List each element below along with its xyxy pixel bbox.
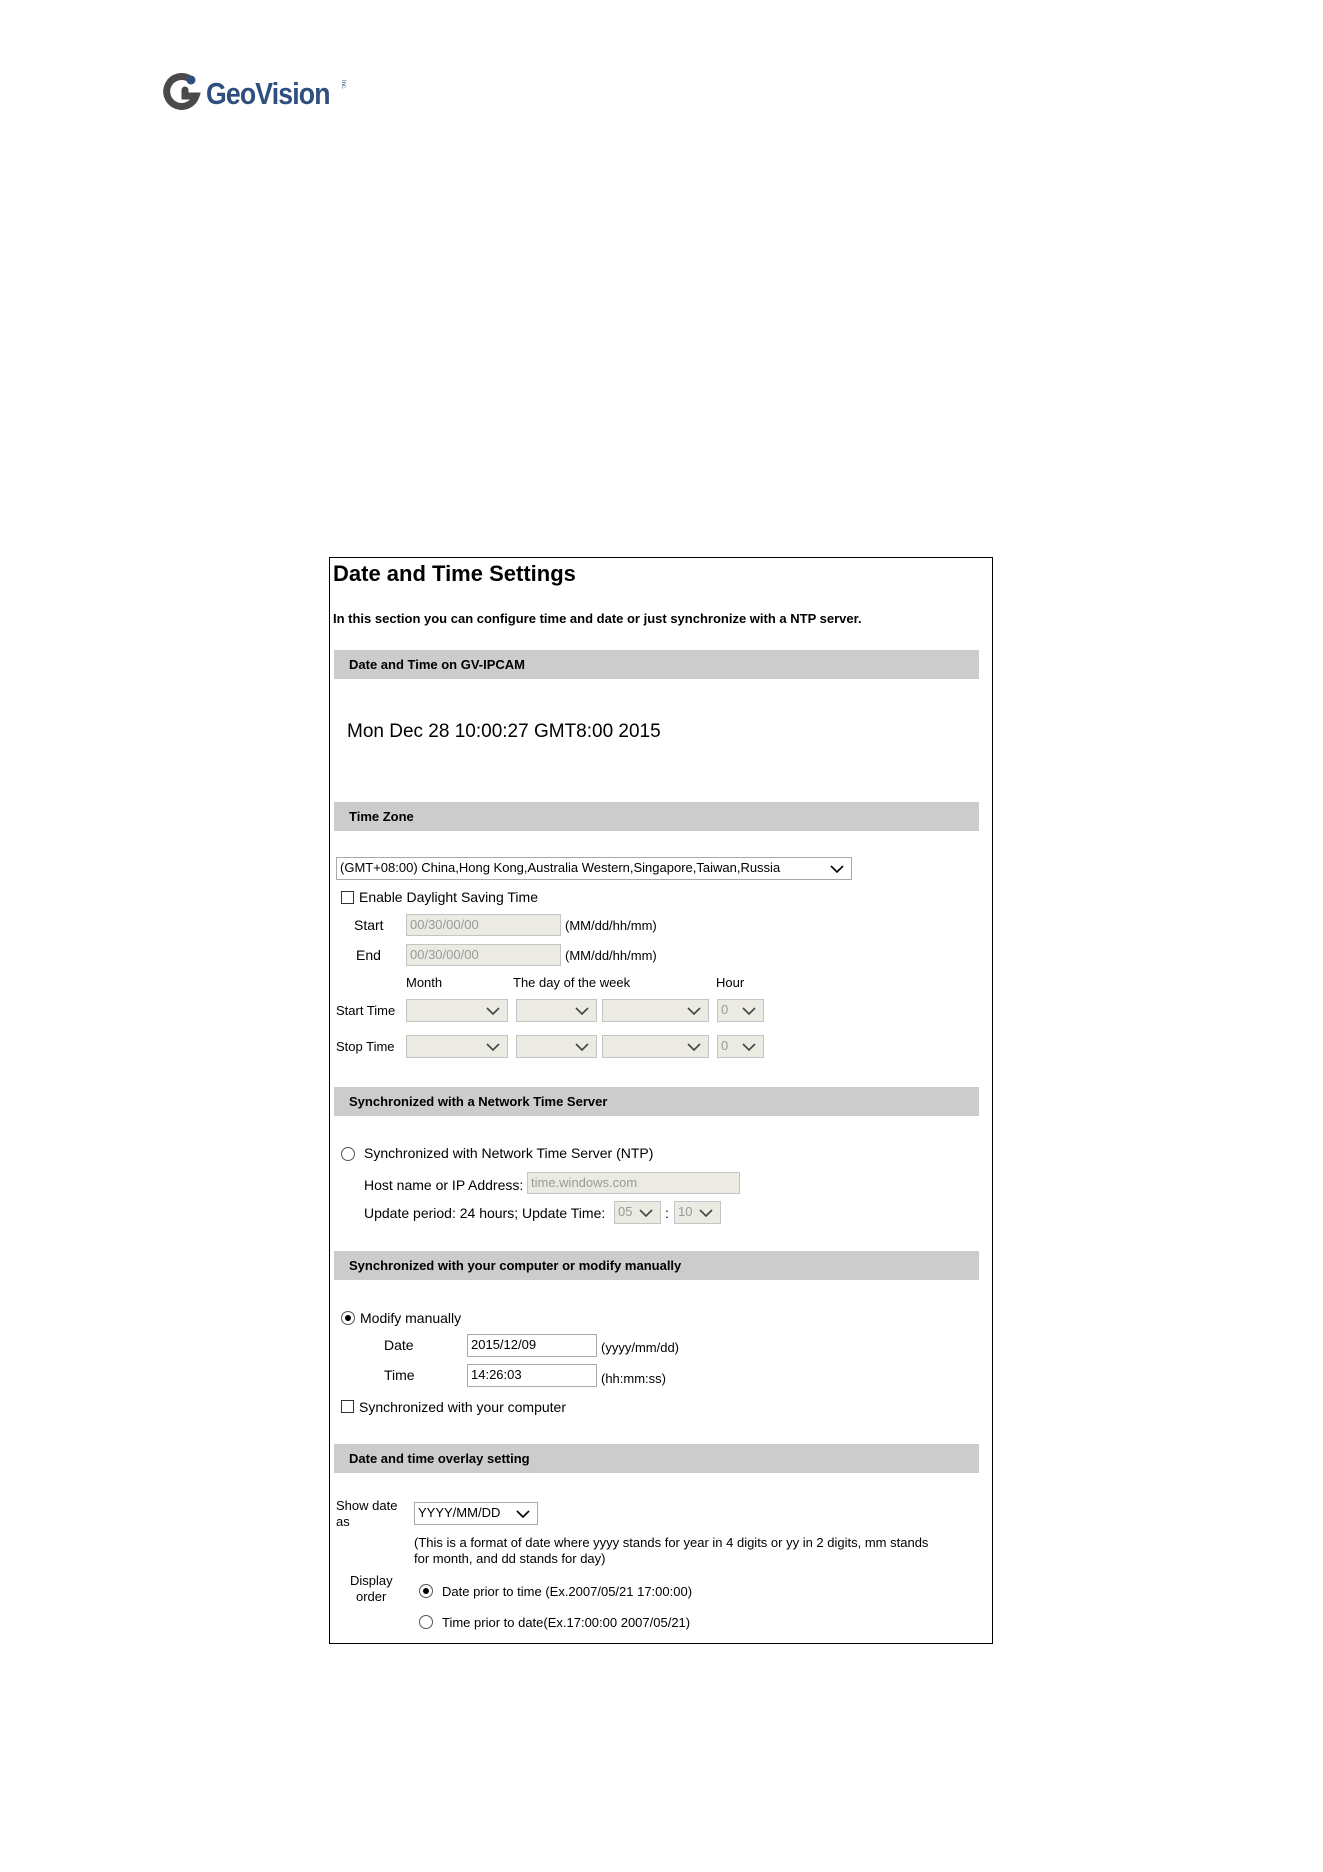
- sync-computer-label: Synchronized with your computer: [359, 1399, 566, 1415]
- ntp-host-label: Host name or IP Address:: [364, 1177, 524, 1193]
- chevron-down-icon: [574, 1003, 590, 1019]
- order-date-first-label: Date prior to time (Ex.2007/05/21 17:00:00): [442, 1584, 693, 1599]
- section-header-label: Date and Time on GV-IPCAM: [349, 657, 526, 672]
- stop-time-label: Stop Time: [336, 1039, 395, 1054]
- geovision-logo-icon: [160, 70, 204, 114]
- section-header-overlay: [334, 1444, 979, 1473]
- start-week-select[interactable]: [516, 999, 597, 1022]
- manual-option-label: Modify manually: [360, 1310, 462, 1326]
- start-time-label: Start Time: [336, 1003, 396, 1018]
- section-header-label: Date and time overlay setting: [349, 1451, 530, 1466]
- show-date-label-line2: as: [336, 1514, 350, 1529]
- page-title: Date and Time Settings: [333, 561, 576, 586]
- chevron-down-icon: [686, 1039, 702, 1055]
- manual-date-hint: (yyyy/mm/dd): [601, 1340, 679, 1355]
- chevron-down-icon: [698, 1205, 714, 1221]
- date-format-note-line2: for month, and dd stands for day): [414, 1551, 606, 1566]
- section-header-manual: [334, 1251, 979, 1280]
- section-header-ntp: [334, 1087, 979, 1116]
- section-header-label: Time Zone: [349, 809, 414, 824]
- time-zone-value: (GMT+08:00) China,Hong Kong,Australia Western,Singapore,Taiwan,Russia: [340, 860, 781, 875]
- dst-start-label: Start: [354, 917, 384, 933]
- chevron-down-icon: [515, 1506, 531, 1522]
- column-month-label: Month: [406, 975, 443, 990]
- ntp-update-label: Update period: 24 hours; Update Time:: [364, 1205, 606, 1221]
- ntp-update-hour-select[interactable]: [614, 1201, 661, 1224]
- chevron-down-icon: [741, 1039, 757, 1055]
- manual-time-label: Time: [384, 1367, 415, 1383]
- ntp-radio[interactable]: [341, 1147, 355, 1161]
- section-header-time-zone: [334, 802, 979, 831]
- date-format-value: YYYY/MM/DD: [418, 1505, 501, 1520]
- dst-end-input[interactable]: 00/30/00/00: [406, 944, 561, 966]
- chevron-down-icon: [485, 1039, 501, 1055]
- dst-start-input[interactable]: 00/30/00/00: [406, 914, 561, 936]
- ntp-option-label: Synchronized with Network Time Server (NTP): [364, 1145, 654, 1161]
- section-header-current-time: [334, 650, 979, 679]
- section-header-label: Synchronized with your computer or modify manually: [349, 1258, 682, 1273]
- manual-time-hint: (hh:mm:ss): [601, 1371, 666, 1386]
- ntp-host-input[interactable]: time.windows.com: [527, 1172, 740, 1194]
- manual-time-input[interactable]: 14:26:03: [467, 1364, 597, 1387]
- start-month-select[interactable]: [406, 999, 508, 1022]
- sync-computer-checkbox[interactable]: [341, 1400, 354, 1413]
- order-time-first-radio[interactable]: [419, 1615, 433, 1629]
- manual-date-label: Date: [384, 1337, 414, 1353]
- display-order-label-line1: Display: [350, 1573, 393, 1588]
- stop-hour-select[interactable]: [717, 1035, 764, 1058]
- dst-label: Enable Daylight Saving Time: [359, 889, 538, 905]
- dst-checkbox[interactable]: [341, 891, 354, 904]
- order-date-first-radio[interactable]: [419, 1584, 433, 1598]
- chevron-down-icon: [638, 1205, 654, 1221]
- current-clock: Mon Dec 28 10:00:27 GMT8:00 2015: [347, 721, 661, 742]
- logo-trademark: Inc.: [340, 80, 346, 90]
- stop-weekday-select[interactable]: [602, 1035, 709, 1058]
- manual-radio[interactable]: [341, 1311, 355, 1325]
- ntp-update-hour-value: 05: [618, 1204, 633, 1219]
- start-hour-value: 0: [721, 1002, 729, 1017]
- column-day-of-week-label: The day of the week: [513, 975, 631, 990]
- display-order-label-line2: order: [356, 1589, 387, 1604]
- time-zone-select[interactable]: [336, 857, 852, 880]
- chevron-down-icon: [829, 861, 845, 877]
- logo-wordmark: GeoVision: [206, 76, 330, 111]
- stop-hour-value: 0: [721, 1038, 729, 1053]
- start-weekday-select[interactable]: [602, 999, 709, 1022]
- show-date-label-line1: Show date: [336, 1498, 398, 1513]
- chevron-down-icon: [574, 1039, 590, 1055]
- start-hour-select[interactable]: [717, 999, 764, 1022]
- page-subtitle: In this section you can configure time and date or just synchronize with a NTP server.: [333, 611, 862, 626]
- date-format-select[interactable]: [414, 1502, 538, 1525]
- ntp-update-minute-select[interactable]: [674, 1201, 721, 1224]
- stop-month-select[interactable]: [406, 1035, 508, 1058]
- stop-week-select[interactable]: [516, 1035, 597, 1058]
- chevron-down-icon: [485, 1003, 501, 1019]
- ntp-update-minute-value: 10: [678, 1204, 693, 1219]
- chevron-down-icon: [686, 1003, 702, 1019]
- date-format-note-line1: (This is a format of date where yyyy stands for year in 4 digits or yy in 2 digits, mm stands: [414, 1535, 929, 1550]
- manual-date-input[interactable]: 2015/12/09: [467, 1334, 597, 1357]
- section-header-label: Synchronized with a Network Time Server: [349, 1094, 608, 1109]
- geovision-logo: [160, 68, 360, 120]
- column-hour-label: Hour: [716, 975, 745, 990]
- dst-start-hint: (MM/dd/hh/mm): [565, 918, 657, 933]
- chevron-down-icon: [741, 1003, 757, 1019]
- order-time-first-label: Time prior to date(Ex.17:00:00 2007/05/21): [442, 1615, 691, 1630]
- dst-end-hint: (MM/dd/hh/mm): [565, 948, 657, 963]
- ntp-update-colon: :: [665, 1205, 669, 1221]
- dst-end-label: End: [356, 947, 381, 963]
